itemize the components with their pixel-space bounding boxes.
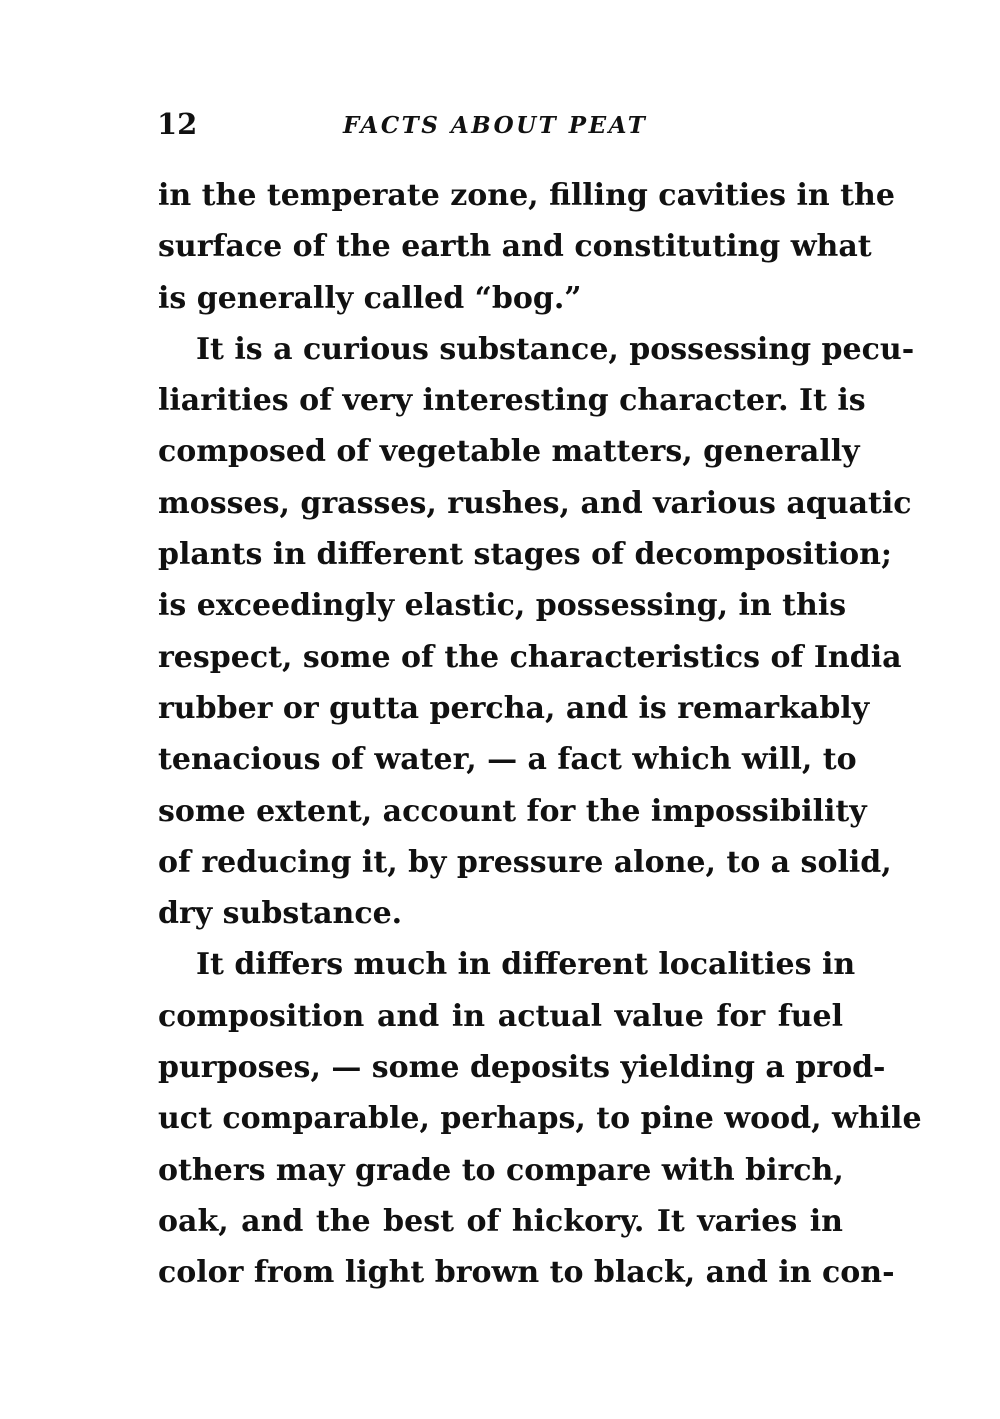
text-line: some extent, account for the impossibility	[158, 793, 867, 829]
text-line: It differs much in different localities in	[196, 947, 856, 983]
text-line: color from light brown to black, and in con-	[158, 1255, 895, 1291]
text-line: dry substance.	[158, 896, 403, 932]
page-number: 12	[157, 107, 198, 141]
text-line: plants in different stages of decomposition;	[158, 537, 893, 573]
text-line: composed of vegetable matters, generally	[158, 434, 860, 470]
text-line: composition and in actual value for fuel	[158, 998, 843, 1034]
text-line: oak, and the best of hickory. It varies in	[158, 1203, 843, 1239]
text-line: of reducing it, by pressure alone, to a solid,	[158, 844, 892, 880]
body-text	[158, 170, 922, 1299]
text-line: is generally called “bog.”	[158, 280, 582, 316]
text-line: others may grade to compare with birch,	[158, 1152, 844, 1188]
text-line: in the temperate zone, filling cavities in the	[158, 178, 895, 213]
text-line: tenacious of water, — a fact which will, to	[158, 742, 857, 778]
page-header	[157, 104, 847, 148]
text-line: is exceedingly elastic, possessing, in this	[158, 588, 847, 624]
text-line: liarities of very interesting character. It is	[158, 383, 866, 419]
text-line: It is a curious substance, possessing pecu-	[196, 331, 915, 367]
text-line: rubber or gutta percha, and is remarkably	[158, 690, 870, 726]
text-line: mosses, grasses, rushes, and various aquatic	[158, 485, 912, 521]
text-line: uct comparable, perhaps, to pine wood, while	[158, 1101, 922, 1137]
running-title: FACTS ABOUT PEAT	[343, 112, 648, 139]
text-line: respect, some of the characteristics of India	[158, 639, 902, 675]
text-line: surface of the earth and constituting what	[158, 229, 872, 265]
text-line: purposes, — some deposits yielding a prod-	[158, 1050, 886, 1086]
